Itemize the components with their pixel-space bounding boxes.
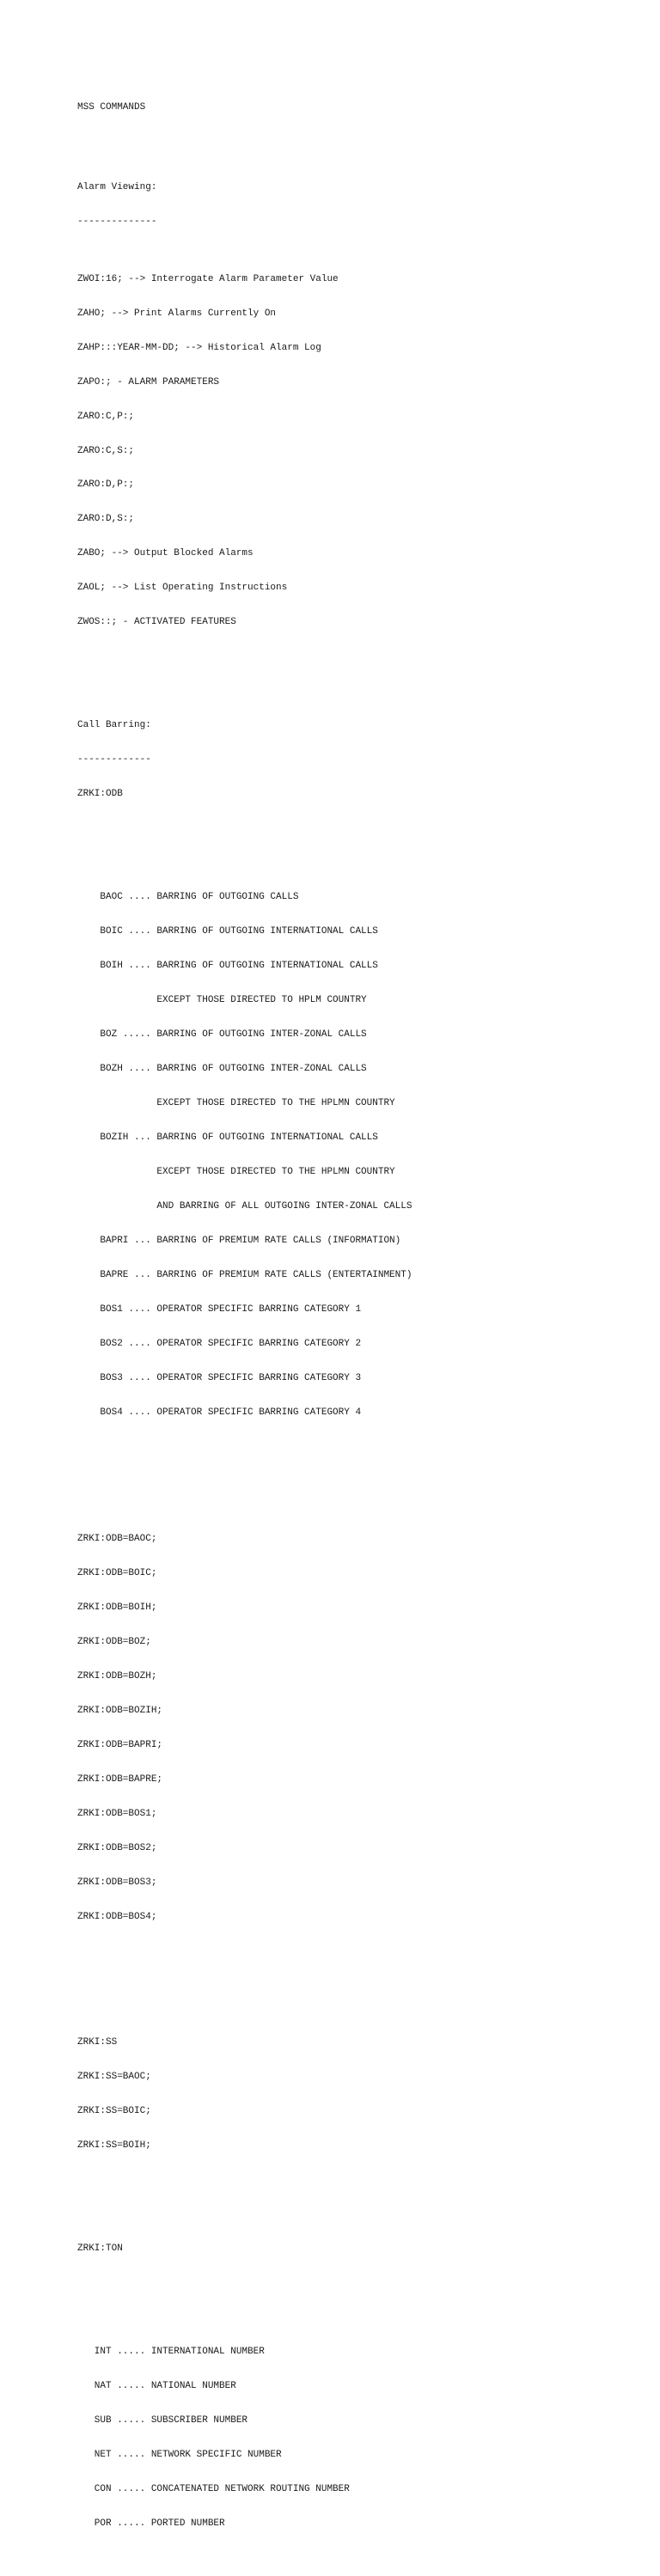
command-line: ZWOS::; - ACTIVATED FEATURES bbox=[77, 617, 236, 628]
command-line: ZRKI:ODB=BOS3; bbox=[77, 1877, 157, 1888]
blank-line bbox=[77, 137, 627, 148]
definition-line: EXCEPT THOSE DIRECTED TO THE HPLMN COUNTRY bbox=[77, 1167, 395, 1178]
command-line: ZRKI:ODB=BOS1; bbox=[77, 1808, 157, 1819]
command-line: ZRKI:ODB=BAPRE; bbox=[77, 1773, 163, 1785]
definition-line: BOZIH ... BARRING OF OUTGOING INTERNATIONAL CALLS bbox=[77, 1132, 378, 1144]
ton-definition-list bbox=[77, 2323, 627, 2553]
definition-line: NAT ..... NATIONAL NUMBER bbox=[77, 2380, 236, 2391]
blank-line bbox=[77, 2198, 627, 2209]
definition-line: INT ..... INTERNATIONAL NUMBER bbox=[77, 2346, 265, 2357]
odb-command-list bbox=[77, 1511, 627, 1945]
command-line: ZRKI:ODB=BOIC; bbox=[77, 1567, 157, 1578]
command-line: ZRKI:ODB=BOS2; bbox=[77, 1842, 157, 1853]
command-line: ZRKI:ODB=BAPRI; bbox=[77, 1739, 163, 1750]
command-line: ZABO; --> Output Blocked Alarms bbox=[77, 548, 254, 559]
definition-line: CON ..... CONCATENATED NETWORK ROUTING NUMBER bbox=[77, 2483, 350, 2494]
definition-line: BOS2 .... OPERATOR SPECIFIC BARRING CATEGORY 2 bbox=[77, 1339, 362, 1350]
command-line: ZRKI:ODB=BOZH; bbox=[77, 1670, 157, 1682]
command-line: ZARO:D,S:; bbox=[77, 514, 135, 525]
command-line: ZRKI:SS=BOIH; bbox=[77, 2140, 151, 2152]
blank-line bbox=[77, 1969, 627, 1980]
section-heading-call-barring: Call Barring: bbox=[77, 720, 151, 731]
odb-definition-list bbox=[77, 870, 627, 1442]
definition-line: EXCEPT THOSE DIRECTED TO THE HPLMN COUNTRY bbox=[77, 1098, 395, 1109]
command-line: ZRKI:ODB=BOIH; bbox=[77, 1602, 157, 1613]
definition-line: BOZH .... BARRING OF OUTGOING INTER-ZONAL CALLS bbox=[77, 1064, 367, 1075]
command-line: ZWOI:16; --> Interrogate Alarm Parameter Value bbox=[77, 273, 339, 284]
document-title: MSS COMMANDS bbox=[77, 101, 146, 113]
command-line: ZRKI:ODB=BOZ; bbox=[77, 1636, 151, 1647]
command-line: ZAHO; --> Print Alarms Currently On bbox=[77, 308, 277, 319]
command-line: ZAHP:::YEAR-MM-DD; --> Historical Alarm Log bbox=[77, 342, 321, 353]
command-line: ZRKI:TON bbox=[77, 2243, 123, 2255]
definition-line: BAPRE ... BARRING OF PREMIUM RATE CALLS (ENTERTAINMENT) bbox=[77, 1270, 412, 1281]
command-line: ZRKI:ODB=BOZIH; bbox=[77, 1705, 163, 1716]
definition-line: EXCEPT THOSE DIRECTED TO HPLM COUNTRY bbox=[77, 995, 367, 1006]
section-underline: -------------- bbox=[77, 216, 157, 227]
command-line: ZARO:C,P:; bbox=[77, 411, 135, 422]
blank-line bbox=[77, 823, 627, 834]
command-line: ZRKI:ODB=BOS4; bbox=[77, 1911, 157, 1922]
blank-line bbox=[77, 1465, 627, 1476]
blank-line bbox=[77, 2278, 627, 2289]
command-line: ZRKI:SS=BOIC; bbox=[77, 2106, 151, 2117]
command-line: ZRKI:SS bbox=[77, 2037, 118, 2048]
definition-line: BOIH .... BARRING OF OUTGOING INTERNATIONAL CALLS bbox=[77, 961, 378, 972]
command-line: ZAPO:; - ALARM PARAMETERS bbox=[77, 376, 220, 388]
command-line: ZRKI:ODB bbox=[77, 789, 123, 800]
command-line: ZRKI:ODB=BAOC; bbox=[77, 1533, 157, 1544]
ss-command-list bbox=[77, 2014, 627, 2175]
definition-line: POR ..... PORTED NUMBER bbox=[77, 2518, 225, 2529]
section-heading-alarm-viewing: Alarm Viewing: bbox=[77, 181, 157, 192]
section-underline: ------------- bbox=[77, 754, 151, 766]
command-line: ZAOL; --> List Operating Instructions bbox=[77, 583, 288, 594]
definition-line: BOS1 .... OPERATOR SPECIFIC BARRING CATEGORY 1 bbox=[77, 1304, 362, 1315]
definition-line: NET ..... NETWORK SPECIFIC NUMBER bbox=[77, 2449, 282, 2460]
alarm-viewing-list bbox=[77, 251, 627, 651]
definition-line: BOS3 .... OPERATOR SPECIFIC BARRING CATEGORY 3 bbox=[77, 1373, 362, 1384]
command-line: ZARO:C,S:; bbox=[77, 445, 135, 456]
definition-line: BOZ ..... BARRING OF OUTGOING INTER-ZONAL CALLS bbox=[77, 1029, 367, 1041]
document-body bbox=[77, 79, 627, 2576]
definition-line: BAOC .... BARRING OF OUTGOING CALLS bbox=[77, 892, 299, 903]
definition-line: BOS4 .... OPERATOR SPECIFIC BARRING CATEGORY 4 bbox=[77, 1407, 362, 1419]
definition-line: BOIC .... BARRING OF OUTGOING INTERNATIONAL CALLS bbox=[77, 926, 378, 937]
blank-line bbox=[77, 675, 627, 686]
definition-line: BAPRI ... BARRING OF PREMIUM RATE CALLS (INFORMATION) bbox=[77, 1236, 401, 1247]
command-line: ZRKI:SS=BAOC; bbox=[77, 2072, 151, 2083]
definition-line: SUB ..... SUBSCRIBER NUMBER bbox=[77, 2414, 248, 2426]
command-line: ZARO:D,P:; bbox=[77, 479, 135, 491]
definition-line: AND BARRING OF ALL OUTGOING INTER-ZONAL CALLS bbox=[77, 1201, 412, 1212]
